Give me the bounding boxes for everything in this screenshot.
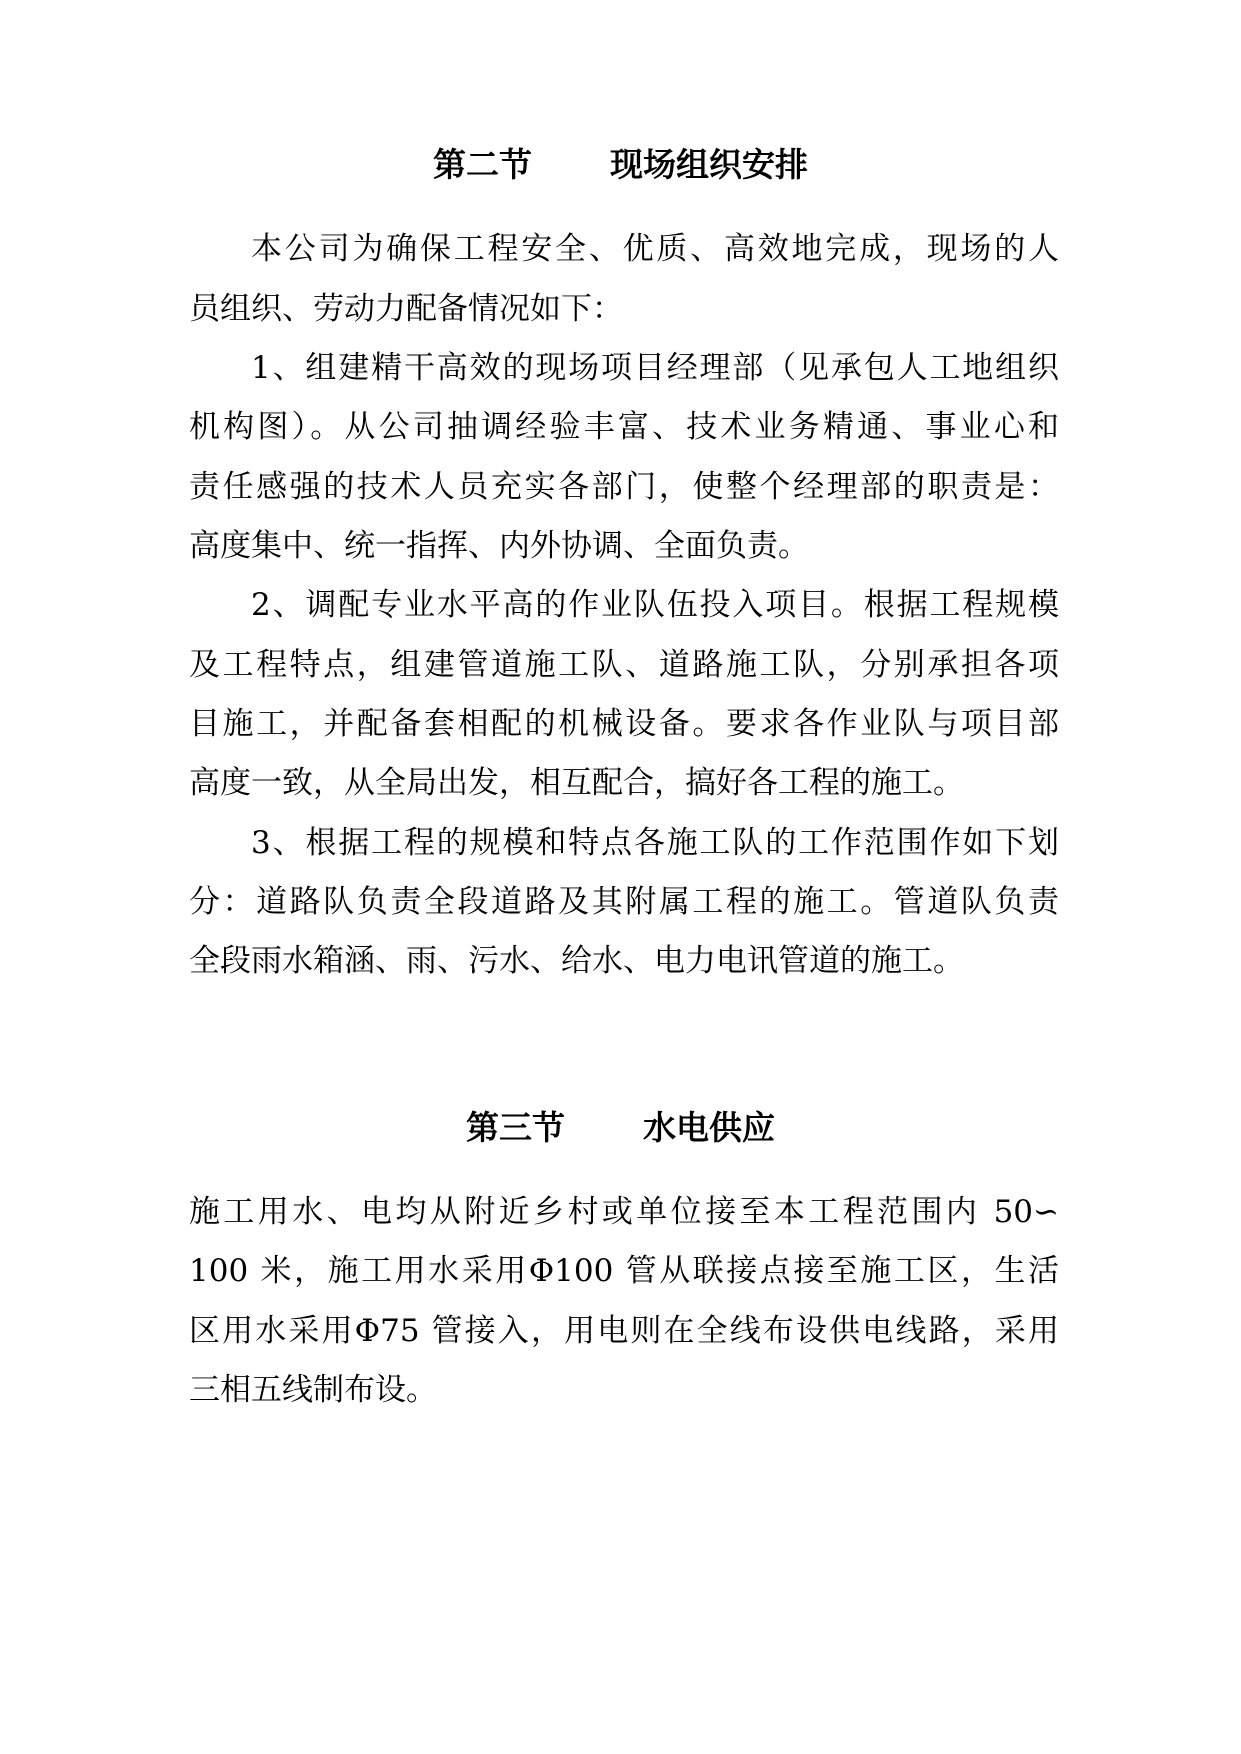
section-3-title: 水电供应 (643, 1108, 775, 1147)
section-2-line: 3、根据工程的规模和特点各施工队的工作范围作如下划 (251, 825, 1059, 861)
section-3-heading (0, 1108, 1241, 1148)
section-2-line: 1、组建精干高效的现场项目经理部（见承包人工地组织 (251, 350, 1059, 386)
section-2-line: 机构图）。从公司抽调经验丰富、技术业务精通、事业心和 (189, 409, 1059, 445)
section-3-line: 区用水采用Φ75 管接入，用电则在全线布设供电线路，采用 (189, 1313, 1059, 1349)
section-2-line: 及工程特点，组建管道施工队、道路施工队，分别承担各项 (189, 647, 1059, 683)
section-2-line: 全段雨水箱涵、雨、污水、给水、电力电讯管道的施工。 (189, 943, 964, 979)
section-3-number: 第三节 (466, 1108, 565, 1147)
section-2-number: 第二节 (433, 145, 532, 184)
section-2-heading (0, 145, 1241, 185)
section-3-line: 三相五线制布设。 (189, 1372, 437, 1408)
section-2-title: 现场组织安排 (610, 145, 808, 184)
section-2-line: 2、调配专业水平高的作业队伍投入项目。根据工程规模 (251, 587, 1059, 623)
section-2-line: 高度集中、统一指挥、内外协调、全面负责。 (189, 528, 809, 564)
section-2-line: 本公司为确保工程安全、优质、高效地完成，现场的人 (251, 231, 1059, 267)
section-3-line: 100 米，施工用水采用Φ100 管从联接点接至施工区，生活 (189, 1253, 1059, 1289)
section-3-line: 施工用水、电均从附近乡村或单位接至本工程范围内 50∽ (189, 1194, 1059, 1230)
section-2-line: 高度一致，从全局出发，相互配合，搞好各工程的施工。 (189, 765, 964, 801)
section-2-line: 分：道路队负责全段道路及其附属工程的施工。管道队负责 (189, 884, 1059, 920)
section-2-line: 员组织、劳动力配备情况如下： (189, 291, 623, 327)
section-2-line: 责任感强的技术人员充实各部门，使整个经理部的职责是： (189, 469, 1059, 505)
section-2-line: 目施工，并配备套相配的机械设备。要求各作业队与项目部 (189, 706, 1059, 742)
